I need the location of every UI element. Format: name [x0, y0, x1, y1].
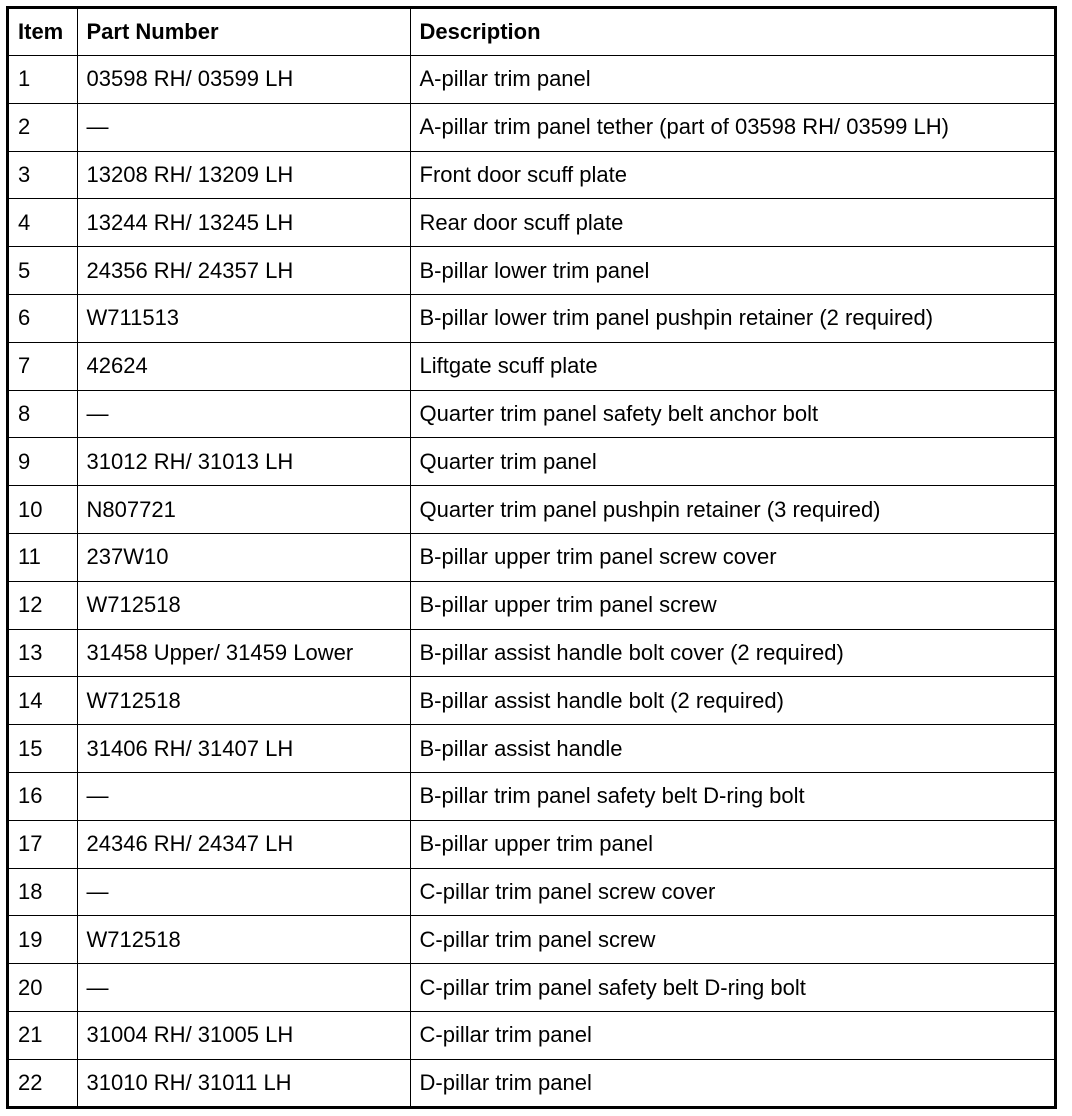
- table-row: [9, 199, 1054, 247]
- cell-part-number: 31012 RH/ 31013 LH: [77, 438, 410, 486]
- cell-description: B-pillar assist handle bolt cover (2 required): [410, 629, 1054, 677]
- cell-item: 10: [9, 486, 77, 534]
- cell-description: A-pillar trim panel tether (part of 03598 RH/ 03599 LH): [410, 103, 1054, 151]
- cell-description: C-pillar trim panel screw: [410, 916, 1054, 964]
- cell-description: D-pillar trim panel: [410, 1059, 1054, 1106]
- cell-description: B-pillar upper trim panel screw: [410, 581, 1054, 629]
- cell-item: 20: [9, 964, 77, 1012]
- cell-part-number: 31004 RH/ 31005 LH: [77, 1011, 410, 1059]
- cell-description: B-pillar assist handle: [410, 725, 1054, 773]
- cell-item: 13: [9, 629, 77, 677]
- cell-part-number: —: [77, 868, 410, 916]
- table-row: [9, 772, 1054, 820]
- cell-part-number: 13208 RH/ 13209 LH: [77, 151, 410, 199]
- table-row: [9, 916, 1054, 964]
- cell-item: 4: [9, 199, 77, 247]
- table-row: [9, 581, 1054, 629]
- cell-item: 19: [9, 916, 77, 964]
- cell-description: A-pillar trim panel: [410, 56, 1054, 104]
- table-row: [9, 390, 1054, 438]
- table-row: [9, 964, 1054, 1012]
- cell-item: 3: [9, 151, 77, 199]
- table-row: [9, 629, 1054, 677]
- table-row: [9, 56, 1054, 104]
- cell-description: B-pillar assist handle bolt (2 required): [410, 677, 1054, 725]
- cell-item: 12: [9, 581, 77, 629]
- cell-part-number: 24346 RH/ 24347 LH: [77, 820, 410, 868]
- header-part-number: Part Number: [77, 9, 410, 56]
- table-row: [9, 1011, 1054, 1059]
- cell-part-number: 31406 RH/ 31407 LH: [77, 725, 410, 773]
- table-row: [9, 1059, 1054, 1106]
- cell-part-number: W712518: [77, 581, 410, 629]
- header-item: Item: [9, 9, 77, 56]
- table-row: [9, 103, 1054, 151]
- cell-part-number: W712518: [77, 677, 410, 725]
- cell-item: 6: [9, 294, 77, 342]
- table-row: [9, 677, 1054, 725]
- header-description: Description: [410, 9, 1054, 56]
- table-row: [9, 247, 1054, 295]
- cell-part-number: —: [77, 964, 410, 1012]
- table-row: [9, 533, 1054, 581]
- cell-item: 5: [9, 247, 77, 295]
- cell-description: C-pillar trim panel: [410, 1011, 1054, 1059]
- cell-part-number: N807721: [77, 486, 410, 534]
- cell-part-number: 31010 RH/ 31011 LH: [77, 1059, 410, 1106]
- cell-item: 9: [9, 438, 77, 486]
- cell-item: 11: [9, 533, 77, 581]
- cell-description: B-pillar lower trim panel pushpin retainer (2 required): [410, 294, 1054, 342]
- cell-item: 16: [9, 772, 77, 820]
- cell-item: 17: [9, 820, 77, 868]
- table-row: [9, 294, 1054, 342]
- cell-description: C-pillar trim panel safety belt D-ring bolt: [410, 964, 1054, 1012]
- cell-description: Quarter trim panel pushpin retainer (3 required): [410, 486, 1054, 534]
- cell-item: 22: [9, 1059, 77, 1106]
- parts-table: [9, 9, 1054, 1106]
- table-row: [9, 725, 1054, 773]
- cell-description: B-pillar lower trim panel: [410, 247, 1054, 295]
- cell-description: C-pillar trim panel screw cover: [410, 868, 1054, 916]
- cell-part-number: 31458 Upper/ 31459 Lower: [77, 629, 410, 677]
- table-row: [9, 151, 1054, 199]
- cell-part-number: 24356 RH/ 24357 LH: [77, 247, 410, 295]
- cell-item: 15: [9, 725, 77, 773]
- table-row: [9, 486, 1054, 534]
- parts-table-frame: [6, 6, 1057, 1109]
- cell-description: Quarter trim panel: [410, 438, 1054, 486]
- table-row: [9, 820, 1054, 868]
- cell-item: 18: [9, 868, 77, 916]
- cell-item: 8: [9, 390, 77, 438]
- cell-part-number: —: [77, 772, 410, 820]
- cell-item: 1: [9, 56, 77, 104]
- cell-part-number: —: [77, 103, 410, 151]
- cell-description: Liftgate scuff plate: [410, 342, 1054, 390]
- cell-description: Front door scuff plate: [410, 151, 1054, 199]
- cell-description: B-pillar trim panel safety belt D-ring bolt: [410, 772, 1054, 820]
- cell-item: 7: [9, 342, 77, 390]
- cell-part-number: W712518: [77, 916, 410, 964]
- table-body: [9, 56, 1054, 1107]
- cell-part-number: 03598 RH/ 03599 LH: [77, 56, 410, 104]
- cell-description: Rear door scuff plate: [410, 199, 1054, 247]
- table-row: [9, 868, 1054, 916]
- cell-description: Quarter trim panel safety belt anchor bolt: [410, 390, 1054, 438]
- table-row: [9, 438, 1054, 486]
- cell-item: 14: [9, 677, 77, 725]
- cell-item: 21: [9, 1011, 77, 1059]
- table-header-row: [9, 9, 1054, 56]
- cell-part-number: 237W10: [77, 533, 410, 581]
- cell-part-number: W711513: [77, 294, 410, 342]
- cell-part-number: 42624: [77, 342, 410, 390]
- cell-item: 2: [9, 103, 77, 151]
- table-row: [9, 342, 1054, 390]
- cell-part-number: —: [77, 390, 410, 438]
- cell-description: B-pillar upper trim panel: [410, 820, 1054, 868]
- cell-part-number: 13244 RH/ 13245 LH: [77, 199, 410, 247]
- cell-description: B-pillar upper trim panel screw cover: [410, 533, 1054, 581]
